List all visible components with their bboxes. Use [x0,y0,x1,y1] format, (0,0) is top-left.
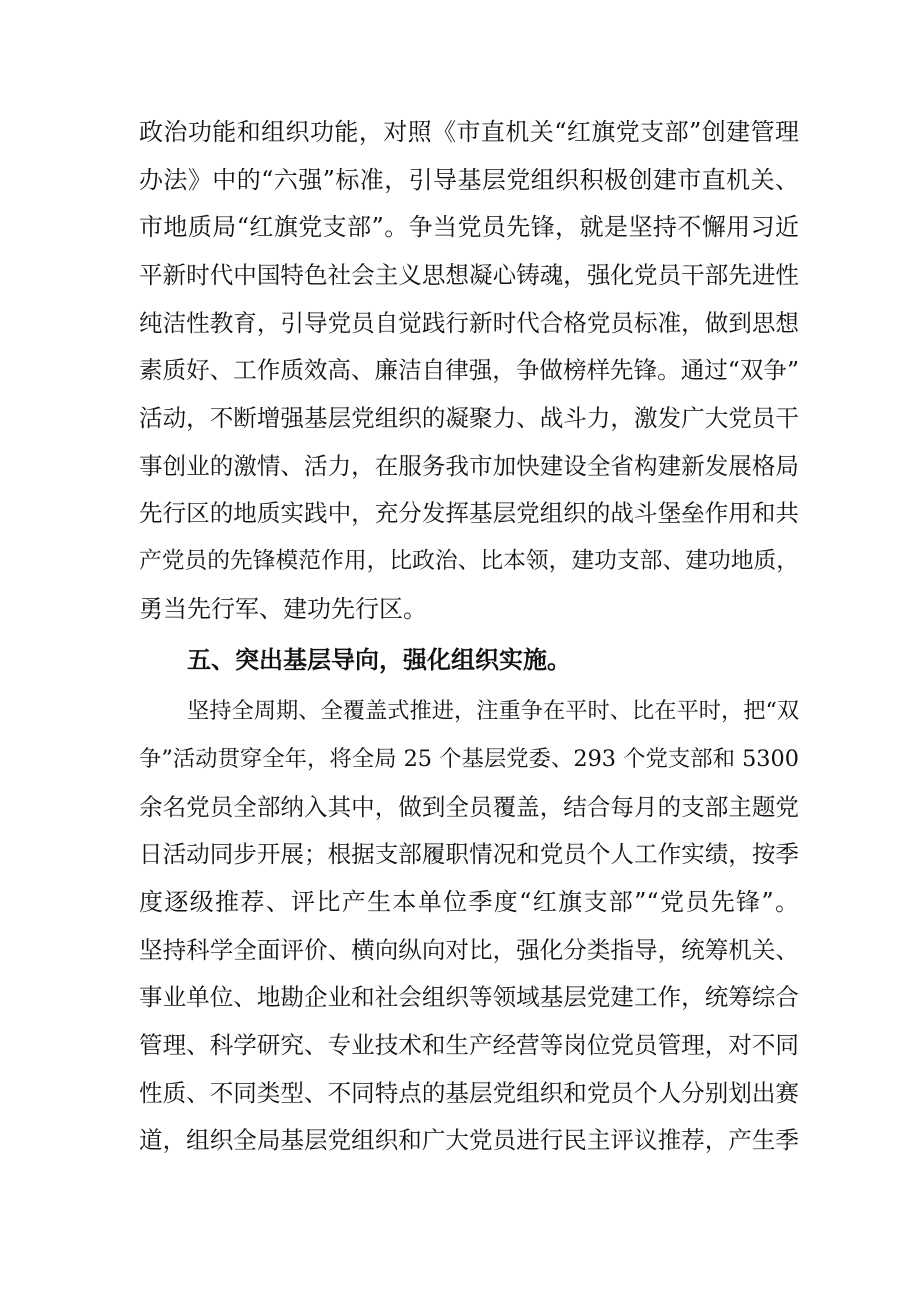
paragraph-1-line-3: 市地质局“红旗党支部”。争当党员先锋，就是坚持不懈用习近 [139,213,799,241]
paragraph-1-line-7: 活动，不断增强基层党组织的凝聚力、战斗力，激发广大党员干 [139,404,799,432]
paragraph-1-line-6: 素质好、工作质效高、廉洁自律强，争做榜样先锋。通过“双争” [139,356,799,384]
paragraph-1-line-9: 先行区的地质实践中，充分发挥基层党组织的战斗堡垒作用和共 [139,499,799,527]
paragraph-2-line-7: 事业单位、地勘企业和社会组织等领域基层党建工作，统筹综合 [139,983,799,1011]
paragraph-1-line-1: 政治功能和组织功能，对照《市直机关“红旗党支部”创建管理 [139,118,799,146]
section-heading: 五、突出基层导向，强化组织实施。 [187,646,571,674]
paragraph-2-line-5: 度逐级推荐、评比产生本单位季度“红旗支部”“党员先锋”。 [139,888,799,916]
paragraph-2-line-4: 日活动同步开展；根据支部履职情况和党员个人工作实绩，按季 [139,840,799,868]
paragraph-2-line-6: 坚持科学全面评价、横向纵向对比，强化分类指导，统筹机关、 [139,936,799,964]
paragraph-2-line-2: 争”活动贯穿全年，将全局 25 个基层党委、293 个党支部和 5300 [139,746,799,772]
paragraph-2-line-3: 余名党员全部纳入其中，做到全员覆盖，结合每月的支部主题党 [139,793,799,821]
paragraph-1-line-8: 事创业的激情、活力，在服务我市加快建设全省构建新发展格局 [139,452,799,480]
paragraph-2-line-9: 性质、不同类型、不同特点的基层党组织和党员个人分别划出赛 [139,1079,799,1107]
paragraph-1-line-5: 纯洁性教育，引导党员自觉践行新时代合格党员标准，做到思想 [139,309,799,337]
paragraph-2-line-8: 管理、科学研究、专业技术和生产经营等岗位党员管理，对不同 [139,1031,799,1059]
paragraph-1-line-10: 产党员的先锋模范作用，比政治、比本领，建功支部、建功地质， [139,548,799,574]
paragraph-2-line-10: 道，组织全局基层党组织和广大党员进行民主评议推荐，产生季 [139,1126,799,1154]
paragraph-1-line-11: 勇当先行军、建功先行区。 [139,595,427,623]
paragraph-1-line-2: 办法》中的“六强”标准，引导基层党组织积极创建市直机关、 [139,166,799,194]
paragraph-2-line-1: 坚持全周期、全覆盖式推进，注重争在平时、比在平时，把“双 [187,698,800,724]
paragraph-1-line-4: 平新时代中国特色社会主义思想凝心铸魂，强化党员干部先进性 [139,261,799,289]
